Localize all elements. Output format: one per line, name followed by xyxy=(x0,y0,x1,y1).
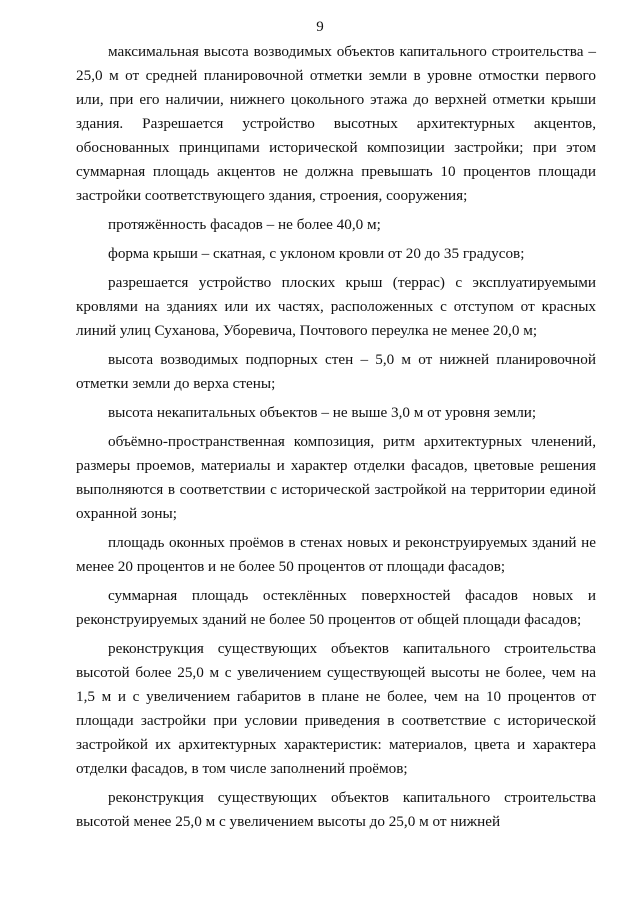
paragraph-non-capital-height: высота некапитальных объектов – не выше 3,0 м от уровня земли; xyxy=(108,404,537,421)
paragraph-retaining-walls: высота возводимых подпорных стен – 5,0 м от нижней планировочной отметки земли до верха стены; xyxy=(76,351,596,392)
paragraph-window-area: площадь оконных проёмов в стенах новых и реконструируемых зданий не менее 20 процентов и не более 50 процентов от площади фасадов; xyxy=(76,534,596,575)
paragraph-max-height: максимальная высота возводимых объектов капитального строительства – 25,0 м от средней планировочной отметки земли в уровне отмостки первого или, при его наличии, нижнего цокольного этажа до верхней отметки крыши здания. Разрешается устройство высотных архитектурных акцентов, обоснованных принципами исторической композиции застройки; при этом суммарная площадь акцентов не должна превышать 10 процентов площади застройки соответствующего здания, строения, сооружения; xyxy=(76,43,596,204)
paragraph-reconstruction-over-25: реконструкция существующих объектов капитального строительства высотой более 25,0 м с увеличением существующей высоты не более, чем на 1,5 м и с увеличением габаритов в плане не более, чем на 10 процентов от площади застройки при условии приведения в соответствие с исторической застройкой их архитектурных характеристик: материалов, цвета и характера отделки фасадов, в том числе заполнений проёмов; xyxy=(76,640,596,777)
paragraph-reconstruction-under-25: реконструкция существующих объектов капитального строительства высотой менее 25,0 м с увеличением высоты до 25,0 м от нижней xyxy=(76,789,596,830)
paragraph-roof-shape: форма крыши – скатная, с уклоном кровли от 20 до 35 градусов; xyxy=(108,245,525,262)
paragraph-flat-roofs: разрешается устройство плоских крыш (террас) с эксплуатируемыми кровлями на зданиях или их частях, расположенных с отступом от красных линий улиц Суханова, Уборевича, Почтового переулка не менее 20,0 м; xyxy=(76,274,596,339)
document-body xyxy=(76,40,596,839)
paragraph-glazed-surfaces: суммарная площадь остеклённых поверхностей фасадов новых и реконструируемых зданий не более 50 процентов от общей площади фасадов; xyxy=(76,587,596,628)
paragraph-composition: объёмно-пространственная композиция, ритм архитектурных членений, размеры проемов, материалы и характер отделки фасадов, цветовые решения выполняются в соответствии с исторической застройкой на территории единой охранной зоны; xyxy=(76,433,596,522)
paragraph-facade-length: протяжённость фасадов – не более 40,0 м; xyxy=(108,216,381,233)
page-number: 9 xyxy=(316,19,324,35)
